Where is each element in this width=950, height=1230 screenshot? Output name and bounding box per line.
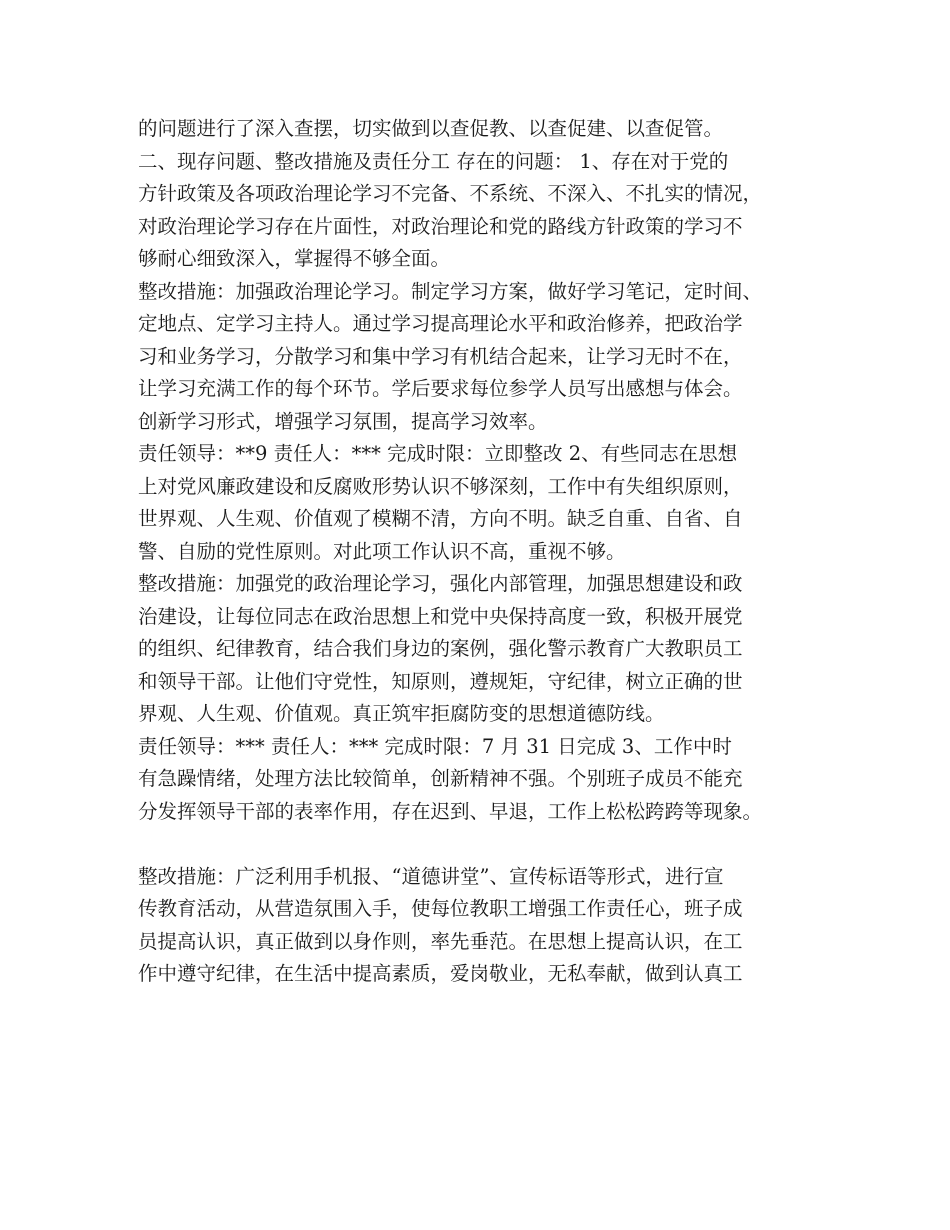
- document-body: [138, 113, 828, 991]
- text-line: 够耐心细致深入，掌握得不够全面。: [138, 247, 451, 270]
- text-line: 创新学习形式，增强学习氛围，提高学习效率。: [138, 409, 548, 433]
- text-line: 作中遵守纪律，在生活中提高素质，爱岗敬业，无私奉献，做到认真工: [138, 962, 743, 985]
- text-line: 世界观、人生观、价值观了模糊不清，方向不明。缺乏自重、自省、自: [138, 507, 743, 530]
- text-line: 分发挥领导干部的表率作用，存在迟到、早退，工作上松松跨跨等现象。: [138, 799, 763, 823]
- text-line: 上对党风廉政建设和反腐败形势认识不够深刻，工作中有失组织原则，: [138, 474, 743, 498]
- text-line: 定地点、定学习主持人。通过学习提高理论水平和政治修养，把政治学: [138, 312, 743, 335]
- text-line: 责任领导：**9 责任人：*** 完成时限：立即整改 2、有些同志在思想: [138, 442, 738, 465]
- text-line: 习和业务学习，分散学习和集中学习有机结合起来，让学习无时不在，: [138, 344, 743, 368]
- text-line: 整改措施：广泛利用手机报、“道德讲堂”、宣传标语等形式，进行宣: [138, 864, 724, 888]
- text-line: 二、现存问题、整改措施及责任分工 存在的问题： 1、存在对于党的: [138, 149, 729, 173]
- text-line: 的组织、纪律教育，结合我们身边的案例，强化警示教育广大教职员工: [138, 637, 743, 660]
- text-line: 责任领导：*** 责任人：*** 完成时限：7 月 31 日完成 3、工作中时: [138, 734, 732, 758]
- text-line: 传教育活动，从营造氛围入手，使每位教职工增强工作责任心，班子成: [138, 897, 743, 920]
- paragraph-gap: [138, 828, 828, 861]
- text-line: 对政治理论学习存在片面性，对政治理论和党的路线方针政策的学习不: [138, 214, 743, 238]
- text-line: 整改措施：加强党的政治理论学习，强化内部管理，加强思想建设和政: [138, 572, 743, 595]
- text-line: 的问题进行了深入查摆，切实做到以查促教、以查促建、以查促管。: [138, 117, 724, 140]
- text-line: 让学习充满工作的每个环节。学后要求每位参学人员写出感想与体会。: [138, 377, 743, 400]
- text-line: 有急躁情绪，处理方法比较简单，创新精神不强。个别班子成员不能充: [138, 767, 743, 790]
- text-line: 和领导干部。让他们守党性，知原则，遵规矩，守纪律，树立正确的世: [138, 669, 743, 693]
- text-line: 警、自励的党性原则。对此项工作认识不高，重视不够。: [138, 539, 626, 563]
- text-line: 员提高认识，真正做到以身作则，率先垂范。在思想上提高认识，在工: [138, 929, 743, 953]
- text-line: 整改措施：加强政治理论学习。制定学习方案，做好学习笔记，定时间、: [138, 279, 763, 303]
- text-line: 治建设，让每位同志在政治思想上和党中央保持高度一致，积极开展党: [138, 604, 743, 628]
- text-line: 界观、人生观、价值观。真正筑牢拒腐防变的思想道德防线。: [138, 702, 665, 725]
- text-line: 方针政策及各项政治理论学习不完备、不系统、不深入、不扎实的情况，: [138, 182, 763, 205]
